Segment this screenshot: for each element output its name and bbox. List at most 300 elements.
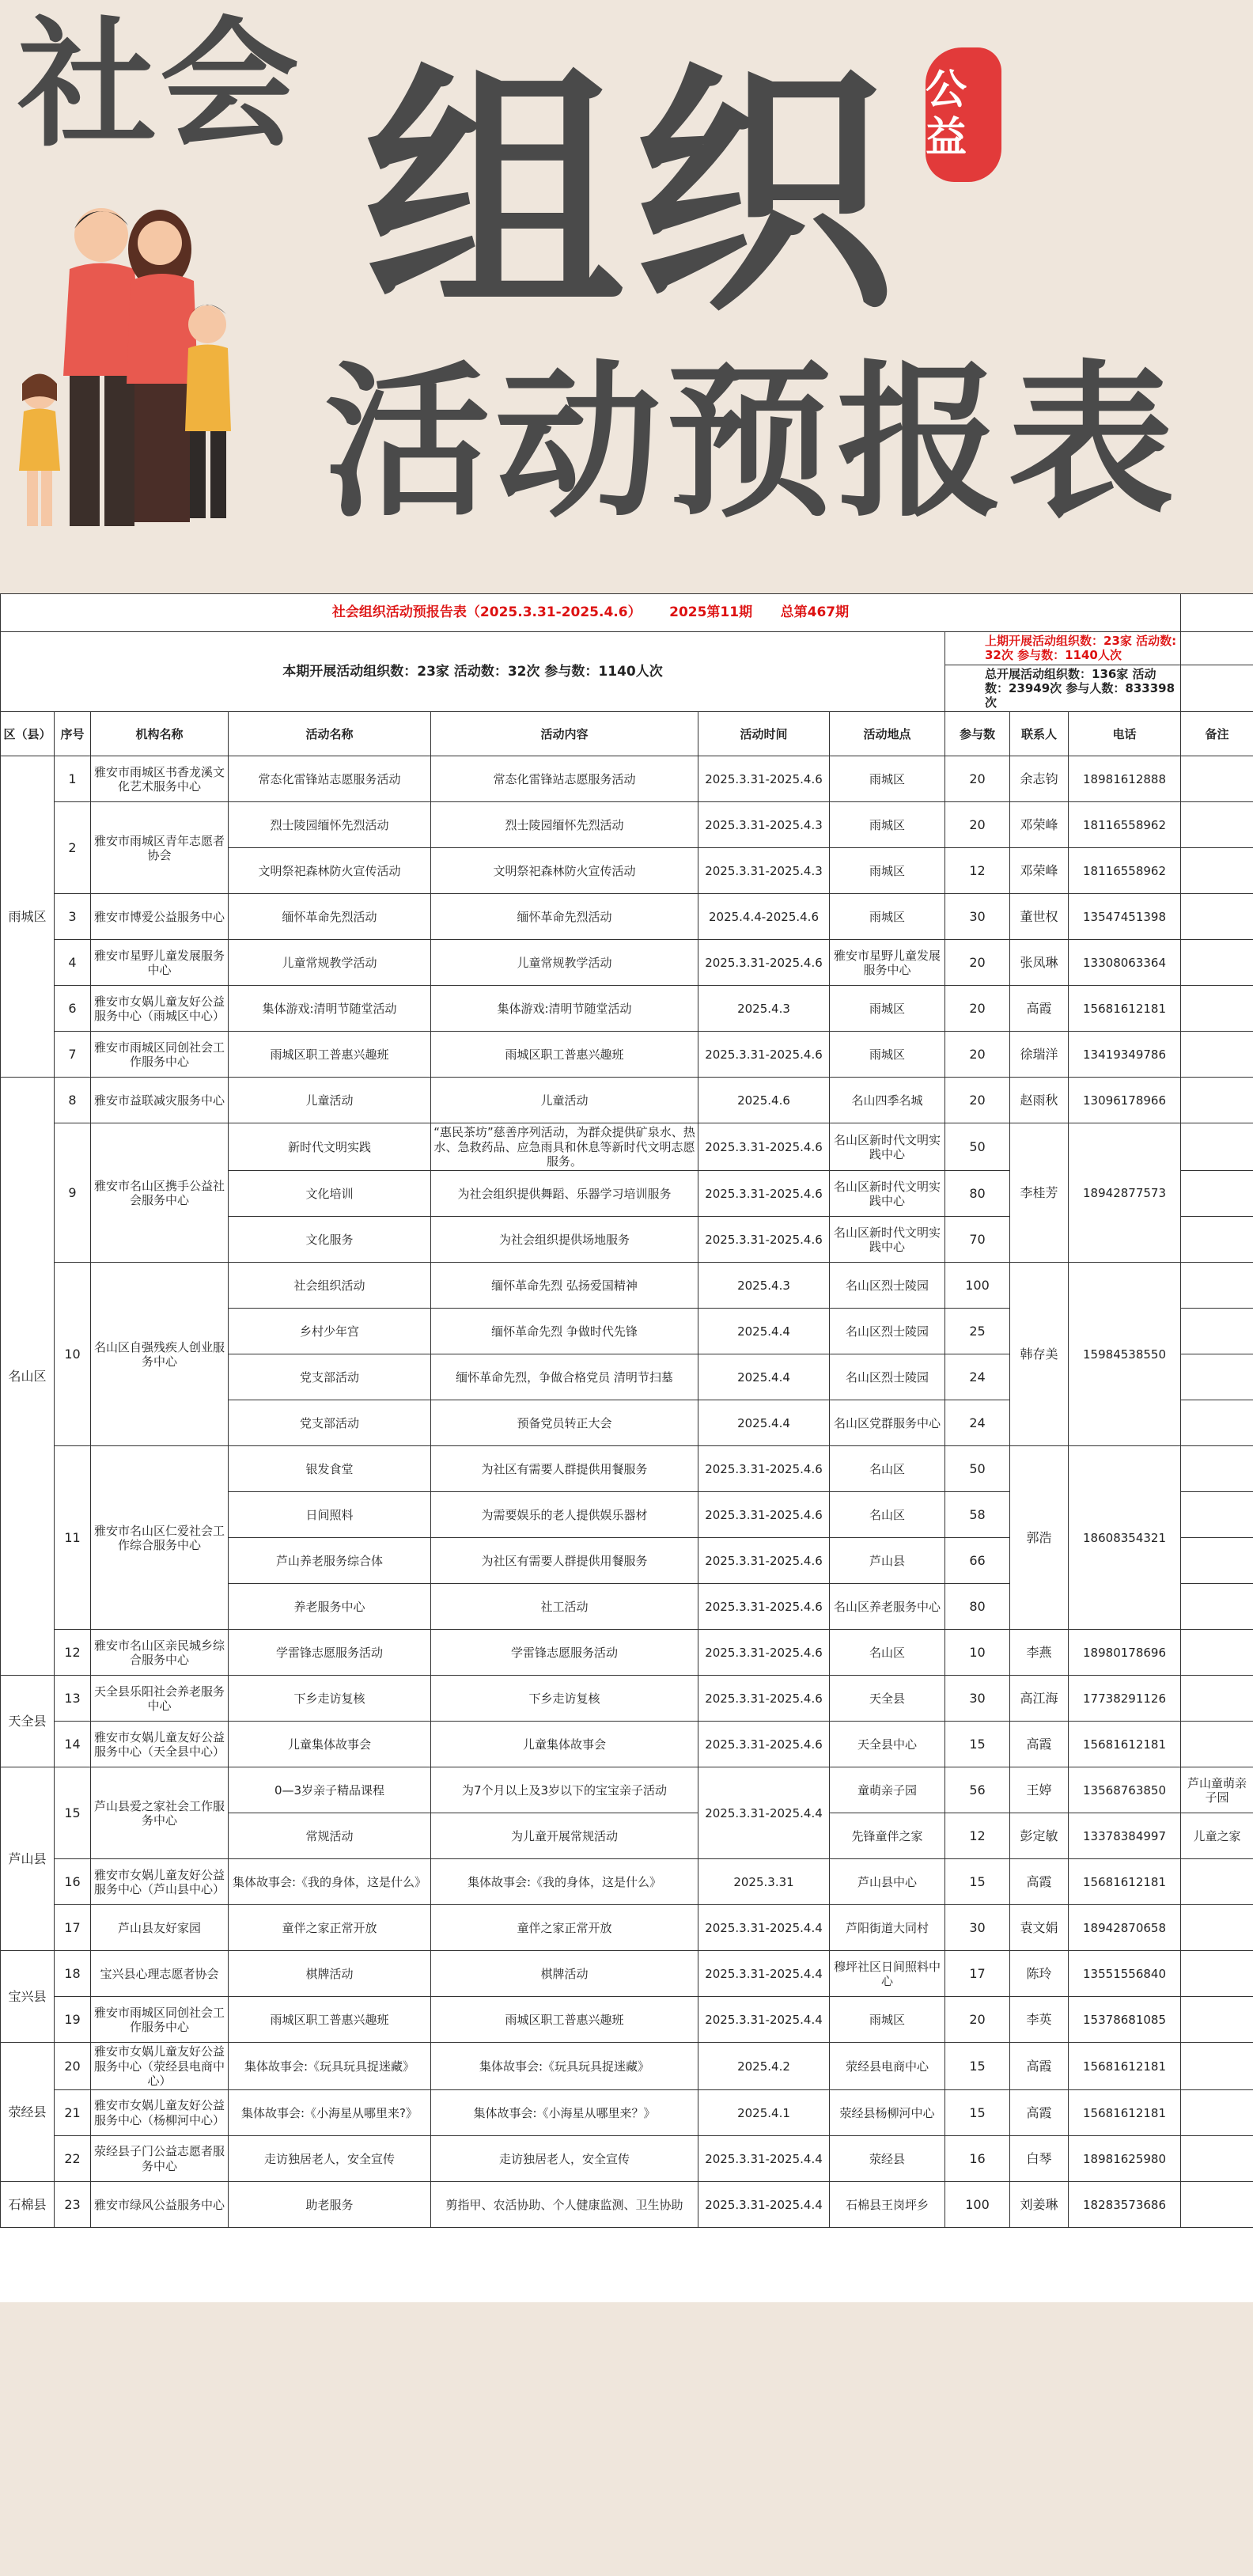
report-title: 社会组织活动预报告表（2025.3.31-2025.4.6） xyxy=(331,604,642,621)
column-header: 机构名称 xyxy=(91,712,229,756)
activity-time-cell: 2025.3.31-2025.4.6 xyxy=(698,1722,830,1767)
contact-cell: 李燕 xyxy=(1010,1630,1069,1676)
table-row xyxy=(1,1767,1253,1813)
note-cell xyxy=(1181,802,1253,848)
participant-count-cell: 70 xyxy=(945,1217,1010,1263)
activity-place-cell: 童萌亲子园 xyxy=(830,1767,945,1813)
activity-content-cell: 文明祭祀森林防火宣传活动 xyxy=(431,848,698,894)
activity-time-cell: 2025.3.31-2025.4.4 xyxy=(698,1997,830,2043)
column-header: 活动时间 xyxy=(698,712,830,756)
activity-content-cell: 雨城区职工普惠兴趣班 xyxy=(431,1032,698,1078)
activity-place-cell: 名山区党群服务中心 xyxy=(830,1400,945,1446)
current-summary: 本期开展活动组织数：23家 活动数：32次 参与数：1140人次 xyxy=(1,632,945,712)
column-header: 活动内容 xyxy=(431,712,698,756)
phone-cell: 18981625980 xyxy=(1069,2136,1181,2182)
contact-cell: 邓荣峰 xyxy=(1010,802,1069,848)
note-cell xyxy=(1181,940,1253,986)
activity-place-cell: 名山区烈士陵园 xyxy=(830,1263,945,1309)
org-name-cell: 雅安市名山区亲民城乡综合服务中心 xyxy=(91,1630,229,1676)
serial-cell: 15 xyxy=(55,1767,91,1859)
report-title-cell xyxy=(1,594,1181,632)
participant-count-cell: 20 xyxy=(945,1078,1010,1123)
column-header: 区（县） xyxy=(1,712,55,756)
org-name-cell: 雅安市雨城区书香龙溪文化艺术服务中心 xyxy=(91,756,229,802)
column-header: 备注 xyxy=(1181,712,1253,756)
district-cell: 雨城区 xyxy=(1,756,55,1078)
contact-cell: 陈玲 xyxy=(1010,1951,1069,1997)
note-cell xyxy=(1181,1078,1253,1123)
column-header: 序号 xyxy=(55,712,91,756)
activity-time-cell: 2025.4.4 xyxy=(698,1400,830,1446)
activity-place-cell: 名山区养老服务中心 xyxy=(830,1584,945,1630)
table-row xyxy=(1,1263,1253,1309)
activity-content-cell: 儿童常规教学活动 xyxy=(431,940,698,986)
org-name-cell: 宝兴县心理志愿者协会 xyxy=(91,1951,229,1997)
activity-name-cell: 走访独居老人，安全宣传 xyxy=(229,2136,431,2182)
activity-time-cell: 2025.4.3 xyxy=(698,1263,830,1309)
serial-cell: 6 xyxy=(55,986,91,1032)
title-small: 社会 xyxy=(17,4,303,166)
district-cell: 石棉县 xyxy=(1,2182,55,2228)
activity-place-cell: 雨城区 xyxy=(830,1997,945,2043)
org-name-cell: 芦山县友好家园 xyxy=(91,1905,229,1951)
org-name-cell: 雅安市雨城区同创社会工作服务中心 xyxy=(91,1032,229,1078)
table-row xyxy=(1,802,1253,848)
phone-cell: 18116558962 xyxy=(1069,848,1181,894)
serial-cell: 7 xyxy=(55,1032,91,1078)
note-cell xyxy=(1181,1492,1253,1538)
participant-count-cell: 20 xyxy=(945,1997,1010,2043)
activity-time-cell: 2025.3.31 xyxy=(698,1859,830,1905)
activity-time-cell: 2025.3.31-2025.4.6 xyxy=(698,1446,830,1492)
serial-cell: 20 xyxy=(55,2043,91,2090)
note-cell xyxy=(1181,1538,1253,1584)
note-cell: 儿童之家 xyxy=(1181,1813,1253,1859)
title-sub: 活动预报表 xyxy=(324,346,1179,540)
activity-place-cell: 荥经县杨柳河中心 xyxy=(830,2090,945,2136)
activity-time-cell: 2025.3.31-2025.4.6 xyxy=(698,1630,830,1676)
activity-name-cell: 缅怀革命先烈活动 xyxy=(229,894,431,940)
phone-cell: 15681612181 xyxy=(1069,1859,1181,1905)
note-cell xyxy=(1181,894,1253,940)
note-cell xyxy=(1181,1446,1253,1492)
phone-cell: 15681612181 xyxy=(1069,986,1181,1032)
note-cell xyxy=(1181,756,1253,802)
participant-count-cell: 24 xyxy=(945,1400,1010,1446)
activity-content-cell: 为社区有需要人群提供用餐服务 xyxy=(431,1538,698,1584)
note-cell xyxy=(1181,1997,1253,2043)
activity-time-cell: 2025.4.1 xyxy=(698,2090,830,2136)
contact-cell: 刘姜琳 xyxy=(1010,2182,1069,2228)
org-name-cell: 雅安市女娲儿童友好公益服务中心（荥经县电商中心） xyxy=(91,2043,229,2090)
serial-cell: 9 xyxy=(55,1123,91,1263)
participant-count-cell: 30 xyxy=(945,894,1010,940)
contact-cell: 郭浩 xyxy=(1010,1446,1069,1630)
activity-content-cell: “惠民茶坊”慈善序列活动，为群众提供矿泉水、热水、急救药品、应急雨具和休息等新时代文明志愿服务。 xyxy=(431,1123,698,1171)
activity-name-cell: 党支部活动 xyxy=(229,1400,431,1446)
note-cell xyxy=(1181,2182,1253,2228)
activity-time-cell: 2025.3.31-2025.4.6 xyxy=(698,1538,830,1584)
participant-count-cell: 15 xyxy=(945,2043,1010,2090)
district-cell: 宝兴县 xyxy=(1,1951,55,2043)
table-row xyxy=(1,986,1253,1032)
column-header: 参与数 xyxy=(945,712,1010,756)
participant-count-cell: 56 xyxy=(945,1767,1010,1813)
activity-time-cell: 2025.3.31-2025.4.6 xyxy=(698,1492,830,1538)
activity-name-cell: 雨城区职工普惠兴趣班 xyxy=(229,1997,431,2043)
note-cell xyxy=(1181,1171,1253,1217)
phone-cell: 13547451398 xyxy=(1069,894,1181,940)
contact-cell: 高霞 xyxy=(1010,986,1069,1032)
contact-cell: 徐瑞洋 xyxy=(1010,1032,1069,1078)
org-name-cell: 荥经县子门公益志愿者服务中心 xyxy=(91,2136,229,2182)
participant-count-cell: 17 xyxy=(945,1951,1010,1997)
district-cell: 名山区 xyxy=(1,1078,55,1676)
blank-cell xyxy=(1181,632,1253,665)
activity-time-cell: 2025.3.31-2025.4.4 xyxy=(698,2136,830,2182)
activity-place-cell: 天全县 xyxy=(830,1676,945,1722)
serial-cell: 12 xyxy=(55,1630,91,1676)
note-cell xyxy=(1181,1584,1253,1630)
activity-time-cell: 2025.4.3 xyxy=(698,986,830,1032)
table-row xyxy=(1,1951,1253,1997)
activity-content-cell: 缅怀革命先烈 弘扬爱国精神 xyxy=(431,1263,698,1309)
serial-cell: 22 xyxy=(55,2136,91,2182)
org-name-cell: 雅安市雨城区同创社会工作服务中心 xyxy=(91,1997,229,2043)
activity-name-cell: 社会组织活动 xyxy=(229,1263,431,1309)
district-cell: 荥经县 xyxy=(1,2043,55,2182)
activity-place-cell: 雨城区 xyxy=(830,894,945,940)
org-name-cell: 芦山县爱之家社会工作服务中心 xyxy=(91,1767,229,1859)
activity-name-cell: 集体故事会:《我的身体，这是什么》 xyxy=(229,1859,431,1905)
activity-place-cell: 名山区新时代文明实践中心 xyxy=(830,1123,945,1171)
note-cell xyxy=(1181,2136,1253,2182)
activity-time-cell: 2025.3.31-2025.4.6 xyxy=(698,940,830,986)
participant-count-cell: 20 xyxy=(945,756,1010,802)
participant-count-cell: 10 xyxy=(945,1630,1010,1676)
activity-content-cell: 社工活动 xyxy=(431,1584,698,1630)
org-name-cell: 雅安市女娲儿童友好公益服务中心（雨城区中心） xyxy=(91,986,229,1032)
participant-count-cell: 66 xyxy=(945,1538,1010,1584)
activity-name-cell: 银发食堂 xyxy=(229,1446,431,1492)
activity-place-cell: 名山区 xyxy=(830,1446,945,1492)
table-row xyxy=(1,756,1253,802)
activity-name-cell: 烈士陵园缅怀先烈活动 xyxy=(229,802,431,848)
table-row xyxy=(1,1676,1253,1722)
note-cell xyxy=(1181,1400,1253,1446)
activity-place-cell: 名山区烈士陵园 xyxy=(830,1354,945,1400)
column-header-row xyxy=(1,712,1253,756)
table-row xyxy=(1,1123,1253,1171)
org-name-cell: 雅安市益联减灾服务中心 xyxy=(91,1078,229,1123)
activity-content-cell: 为社区有需要人群提供用餐服务 xyxy=(431,1446,698,1492)
activity-name-cell: 文明祭祀森林防火宣传活动 xyxy=(229,848,431,894)
contact-cell: 赵雨秋 xyxy=(1010,1078,1069,1123)
note-cell xyxy=(1181,1217,1253,1263)
total-summary: 总开展活动组织数：136家 活动数：23949次 参与人数：833398次 xyxy=(945,665,1181,712)
contact-cell: 高霞 xyxy=(1010,1859,1069,1905)
activity-name-cell: 集体故事会:《小海星从哪里来?》 xyxy=(229,2090,431,2136)
report-total-issue: 总第467期 xyxy=(780,604,850,621)
activity-content-cell: 学雷锋志愿服务活动 xyxy=(431,1630,698,1676)
serial-cell: 8 xyxy=(55,1078,91,1123)
activity-content-cell: 棋牌活动 xyxy=(431,1951,698,1997)
activity-place-cell: 名山区 xyxy=(830,1492,945,1538)
activity-name-cell: 0—3岁亲子精品课程 xyxy=(229,1767,431,1813)
activity-time-cell: 2025.3.31-2025.4.3 xyxy=(698,848,830,894)
activity-place-cell: 荥经县 xyxy=(830,2136,945,2182)
activity-place-cell: 天全县中心 xyxy=(830,1722,945,1767)
phone-cell: 18942870658 xyxy=(1069,1905,1181,1951)
phone-cell: 13568763850 xyxy=(1069,1767,1181,1813)
note-cell xyxy=(1181,2090,1253,2136)
participant-count-cell: 20 xyxy=(945,802,1010,848)
activity-time-cell: 2025.3.31-2025.4.6 xyxy=(698,756,830,802)
contact-cell: 王婷 xyxy=(1010,1767,1069,1813)
family-illustration xyxy=(8,194,269,542)
activity-content-cell: 预备党员转正大会 xyxy=(431,1400,698,1446)
activity-place-cell: 芦山县中心 xyxy=(830,1859,945,1905)
activity-content-cell: 烈士陵园缅怀先烈活动 xyxy=(431,802,698,848)
activity-content-cell: 为儿童开展常规活动 xyxy=(431,1813,698,1859)
activity-name-cell: 芦山养老服务综合体 xyxy=(229,1538,431,1584)
note-cell xyxy=(1181,1032,1253,1078)
district-cell: 芦山县 xyxy=(1,1767,55,1951)
last-summary: 上期开展活动组织数：23家 活动数:32次 参与数：1140人次 xyxy=(945,632,1181,665)
activity-time-cell: 2025.3.31-2025.4.6 xyxy=(698,1676,830,1722)
table-row xyxy=(1,2182,1253,2228)
activity-name-cell: 党支部活动 xyxy=(229,1354,431,1400)
phone-cell: 15681612181 xyxy=(1069,2043,1181,2090)
org-name-cell: 雅安市星野儿童发展服务中心 xyxy=(91,940,229,986)
note-cell xyxy=(1181,1123,1253,1171)
participant-count-cell: 58 xyxy=(945,1492,1010,1538)
activity-content-cell: 常态化雷锋站志愿服务活动 xyxy=(431,756,698,802)
participant-count-cell: 80 xyxy=(945,1584,1010,1630)
activity-time-cell: 2025.3.31-2025.4.6 xyxy=(698,1584,830,1630)
serial-cell: 3 xyxy=(55,894,91,940)
column-header: 活动名称 xyxy=(229,712,431,756)
participant-count-cell: 50 xyxy=(945,1123,1010,1171)
table-row xyxy=(1,1078,1253,1123)
activity-name-cell: 集体故事会:《玩具玩具捉迷藏》 xyxy=(229,2043,431,2090)
phone-cell: 18116558962 xyxy=(1069,802,1181,848)
contact-cell: 高霞 xyxy=(1010,2090,1069,2136)
activity-content-cell: 集体故事会:《我的身体，这是什么》 xyxy=(431,1859,698,1905)
phone-cell: 18608354321 xyxy=(1069,1446,1181,1630)
activity-name-cell: 文化培训 xyxy=(229,1171,431,1217)
note-cell xyxy=(1181,986,1253,1032)
serial-cell: 16 xyxy=(55,1859,91,1905)
phone-cell: 15681612181 xyxy=(1069,1722,1181,1767)
org-name-cell: 雅安市女娲儿童友好公益服务中心（芦山县中心） xyxy=(91,1859,229,1905)
activity-time-cell: 2025.3.31-2025.4.6 xyxy=(698,1032,830,1078)
org-name-cell: 天全县乐阳社会养老服务中心 xyxy=(91,1676,229,1722)
participant-count-cell: 15 xyxy=(945,1859,1010,1905)
activity-content-cell: 下乡走访复核 xyxy=(431,1676,698,1722)
contact-cell: 彭定敏 xyxy=(1010,1813,1069,1859)
contact-cell: 张凤琳 xyxy=(1010,940,1069,986)
table-row xyxy=(1,894,1253,940)
activity-place-cell: 名山区 xyxy=(830,1630,945,1676)
activity-content-cell: 童伴之家正常开放 xyxy=(431,1905,698,1951)
serial-cell: 14 xyxy=(55,1722,91,1767)
serial-cell: 4 xyxy=(55,940,91,986)
activity-time-cell: 2025.3.31-2025.4.6 xyxy=(698,1171,830,1217)
activity-name-cell: 儿童集体故事会 xyxy=(229,1722,431,1767)
activity-place-cell: 雨城区 xyxy=(830,848,945,894)
activity-name-cell: 儿童活动 xyxy=(229,1078,431,1123)
org-name-cell: 雅安市女娲儿童友好公益服务中心（杨柳河中心） xyxy=(91,2090,229,2136)
activity-content-cell: 剪指甲、农活协助、个人健康监测、卫生协助 xyxy=(431,2182,698,2228)
district-cell: 天全县 xyxy=(1,1676,55,1767)
activity-place-cell: 芦阳街道大同村 xyxy=(830,1905,945,1951)
column-header: 电话 xyxy=(1069,712,1181,756)
blank-cell xyxy=(1181,594,1253,632)
note-cell xyxy=(1181,1676,1253,1722)
activity-content-cell: 走访独居老人，安全宣传 xyxy=(431,2136,698,2182)
activity-name-cell: 雨城区职工普惠兴趣班 xyxy=(229,1032,431,1078)
table-row xyxy=(1,2043,1253,2090)
org-name-cell: 雅安市雨城区青年志愿者协会 xyxy=(91,802,229,894)
activity-name-cell: 童伴之家正常开放 xyxy=(229,1905,431,1951)
serial-cell: 13 xyxy=(55,1676,91,1722)
activity-place-cell: 名山区新时代文明实践中心 xyxy=(830,1217,945,1263)
column-header: 联系人 xyxy=(1010,712,1069,756)
phone-cell: 15984538550 xyxy=(1069,1263,1181,1446)
contact-cell: 高霞 xyxy=(1010,1722,1069,1767)
activity-content-cell: 雨城区职工普惠兴趣班 xyxy=(431,1997,698,2043)
participant-count-cell: 12 xyxy=(945,1813,1010,1859)
serial-cell: 2 xyxy=(55,802,91,894)
note-cell xyxy=(1181,1859,1253,1905)
note-cell xyxy=(1181,1630,1253,1676)
participant-count-cell: 30 xyxy=(945,1676,1010,1722)
activity-name-cell: 学雷锋志愿服务活动 xyxy=(229,1630,431,1676)
participant-count-cell: 15 xyxy=(945,2090,1010,2136)
activity-name-cell: 助老服务 xyxy=(229,2182,431,2228)
table-row xyxy=(1,1630,1253,1676)
phone-cell: 18942877573 xyxy=(1069,1123,1181,1263)
activity-name-cell: 新时代文明实践 xyxy=(229,1123,431,1171)
participant-count-cell: 16 xyxy=(945,2136,1010,2182)
phone-cell: 15681612181 xyxy=(1069,2090,1181,2136)
participant-count-cell: 100 xyxy=(945,1263,1010,1309)
org-name-cell: 雅安市博爱公益服务中心 xyxy=(91,894,229,940)
activity-table xyxy=(0,593,1253,2228)
activity-content-cell: 为需要娱乐的老人提供娱乐器材 xyxy=(431,1492,698,1538)
activity-time-cell: 2025.4.4 xyxy=(698,1309,830,1354)
note-cell xyxy=(1181,1309,1253,1354)
participant-count-cell: 30 xyxy=(945,1905,1010,1951)
participant-count-cell: 20 xyxy=(945,940,1010,986)
activity-place-cell: 先锋童伴之家 xyxy=(830,1813,945,1859)
org-name-cell: 雅安市名山区仁爱社会工作综合服务中心 xyxy=(91,1446,229,1630)
phone-cell: 15378681085 xyxy=(1069,1997,1181,2043)
participant-count-cell: 24 xyxy=(945,1354,1010,1400)
phone-cell: 17738291126 xyxy=(1069,1676,1181,1722)
contact-cell: 李英 xyxy=(1010,1997,1069,2043)
note-cell: 芦山童萌亲子园 xyxy=(1181,1767,1253,1813)
phone-cell: 13378384997 xyxy=(1069,1813,1181,1859)
participant-count-cell: 100 xyxy=(945,2182,1010,2228)
activity-name-cell: 集体游戏:清明节随堂活动 xyxy=(229,986,431,1032)
table-row xyxy=(1,1032,1253,1078)
activity-name-cell: 棋牌活动 xyxy=(229,1951,431,1997)
activity-place-cell: 名山区新时代文明实践中心 xyxy=(830,1171,945,1217)
contact-cell: 韩存美 xyxy=(1010,1263,1069,1446)
table-row xyxy=(1,1722,1253,1767)
phone-cell: 13096178966 xyxy=(1069,1078,1181,1123)
serial-cell: 18 xyxy=(55,1951,91,1997)
activity-content-cell: 为社会组织提供舞蹈、乐器学习培训服务 xyxy=(431,1171,698,1217)
org-name-cell: 名山区自强残疾人创业服务中心 xyxy=(91,1263,229,1446)
activity-time-cell: 2025.3.31-2025.4.6 xyxy=(698,1123,830,1171)
contact-cell: 邓荣峰 xyxy=(1010,848,1069,894)
contact-cell: 白琴 xyxy=(1010,2136,1069,2182)
activity-time-cell: 2025.4.2 xyxy=(698,2043,830,2090)
activity-content-cell: 儿童集体故事会 xyxy=(431,1722,698,1767)
phone-cell: 18981612888 xyxy=(1069,756,1181,802)
serial-cell: 17 xyxy=(55,1905,91,1951)
serial-cell: 19 xyxy=(55,1997,91,2043)
serial-cell: 10 xyxy=(55,1263,91,1446)
activity-name-cell: 乡村少年宫 xyxy=(229,1309,431,1354)
contact-cell: 董世权 xyxy=(1010,894,1069,940)
serial-cell: 11 xyxy=(55,1446,91,1630)
table-row xyxy=(1,1859,1253,1905)
activity-content-cell: 缅怀革命先烈 争做时代先锋 xyxy=(431,1309,698,1354)
phone-cell: 18283573686 xyxy=(1069,2182,1181,2228)
blank-cell xyxy=(1181,665,1253,712)
activity-place-cell: 雨城区 xyxy=(830,802,945,848)
table-row xyxy=(1,1446,1253,1492)
report-issue: 2025第11期 xyxy=(669,604,753,621)
serial-cell: 1 xyxy=(55,756,91,802)
activity-place-cell: 石棉县王岗坪乡 xyxy=(830,2182,945,2228)
activity-time-cell: 2025.3.31-2025.4.6 xyxy=(698,1217,830,1263)
table-row xyxy=(1,2090,1253,2136)
org-name-cell: 雅安市名山区携手公益社会服务中心 xyxy=(91,1123,229,1263)
activity-time-cell: 2025.3.31-2025.4.4 xyxy=(698,1951,830,1997)
phone-cell: 13308063364 xyxy=(1069,940,1181,986)
activity-name-cell: 下乡走访复核 xyxy=(229,1676,431,1722)
table-row xyxy=(1,2136,1253,2182)
note-cell xyxy=(1181,1722,1253,1767)
activity-content-cell: 集体故事会:《小海星从哪里来？》 xyxy=(431,2090,698,2136)
activity-place-cell: 荥经县电商中心 xyxy=(830,2043,945,2090)
serial-cell: 23 xyxy=(55,2182,91,2228)
seal-text: 公益 xyxy=(926,66,967,161)
activity-sheet xyxy=(0,593,1253,2302)
activity-place-cell: 雨城区 xyxy=(830,1032,945,1078)
activity-content-cell: 集体故事会:《玩具玩具捉迷藏》 xyxy=(431,2043,698,2090)
note-cell xyxy=(1181,2043,1253,2090)
participant-count-cell: 50 xyxy=(945,1446,1010,1492)
note-cell xyxy=(1181,1905,1253,1951)
note-cell xyxy=(1181,1263,1253,1309)
activity-name-cell: 养老服务中心 xyxy=(229,1584,431,1630)
participant-count-cell: 80 xyxy=(945,1171,1010,1217)
activity-content-cell: 儿童活动 xyxy=(431,1078,698,1123)
activity-name-cell: 文化服务 xyxy=(229,1217,431,1263)
activity-content-cell: 为社会组织提供场地服务 xyxy=(431,1217,698,1263)
activity-place-cell: 芦山县 xyxy=(830,1538,945,1584)
table-row xyxy=(1,940,1253,986)
activity-name-cell: 日间照料 xyxy=(229,1492,431,1538)
phone-cell: 18980178696 xyxy=(1069,1630,1181,1676)
activity-place-cell: 名山四季名城 xyxy=(830,1078,945,1123)
